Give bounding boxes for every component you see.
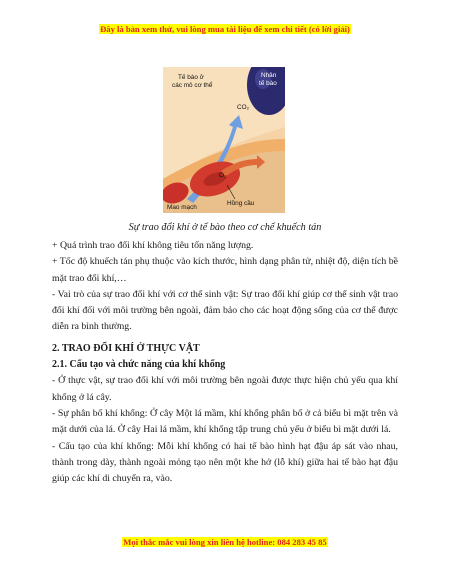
- document-body: [52, 238, 398, 487]
- label-capillary: Mao mạch: [167, 204, 197, 211]
- paragraph: + Quá trình trao đổi khí không tiêu tốn năng lượng.: [52, 240, 254, 251]
- preview-notice-text: Đây là bản xem thử, vui lòng mua tài liệu để xem chi tiết (có lời giải): [100, 24, 350, 34]
- paragraph: - Ở thực vật, sự trao đổi khí với môi trường bên ngoài được thực hiện chủ yếu qua khí khổng ở lá cây.: [52, 375, 398, 403]
- hotline-banner: [0, 537, 450, 547]
- section-heading: 2. TRAO ĐỔI KHÍ Ở THỰC VẬT: [52, 342, 200, 354]
- label-cells-line1: Tế bào ở: [178, 74, 204, 81]
- figure-caption: Sự trao đổi khí ở tế bào theo cơ chế khuếch tán: [128, 222, 322, 233]
- label-rbc: Hồng cầu: [227, 200, 255, 207]
- subsection-heading: 2.1. Cấu tạo và chức năng của khí khổng: [52, 359, 226, 371]
- preview-notice-banner: [0, 24, 450, 34]
- label-o2: O₂: [219, 172, 227, 179]
- label-nucleus-line2: tế bào: [259, 80, 277, 87]
- paragraph: - Cấu tạo của khí khổng: Mỗi khí khổng có hai tế bào hình hạt đậu áp sát vào nhau, thành trong dày, thành ngoài mỏng tạo nên một khe hở (lỗ khí) giữa hai tế bào hạt đậu giúp các khí di chuyển ra, vào.: [52, 440, 398, 485]
- paragraph: - Sự phân bố khí khổng: Ở cây Một lá mầm, khí khổng phân bố ở cả biểu bì mặt trên và mặt dưới của lá. Ở cây Hai lá mầm, khí khổng tập trung chủ yếu ở biểu bì mặt dưới lá.: [52, 407, 398, 436]
- label-cells-line2: các mô cơ thể: [172, 82, 213, 89]
- label-nucleus-line1: Nhân: [261, 72, 277, 79]
- hotline-text: Mọi thắc mắc vui lòng xin liên hệ hotline: 084 283 45 85: [123, 537, 327, 547]
- label-co2: CO₂: [237, 104, 250, 111]
- paragraph: - Vai trò của sự trao đổi khí với cơ thể sinh vật: Sự trao đổi khí giúp cơ thể sinh vật trao đổi khí đối với môi trường bên ngoài, đảm bảo cho các hoạt động sống của cơ thể được diễn ra bình thường.: [52, 288, 398, 333]
- gas-exchange-illustration: [163, 67, 285, 213]
- paragraph: + Tốc độ khuếch tán phụ thuộc vào kích thước, hình dạng phân tử, nhiệt độ, diện tích bề mặt trao đổi khí,…: [52, 256, 398, 284]
